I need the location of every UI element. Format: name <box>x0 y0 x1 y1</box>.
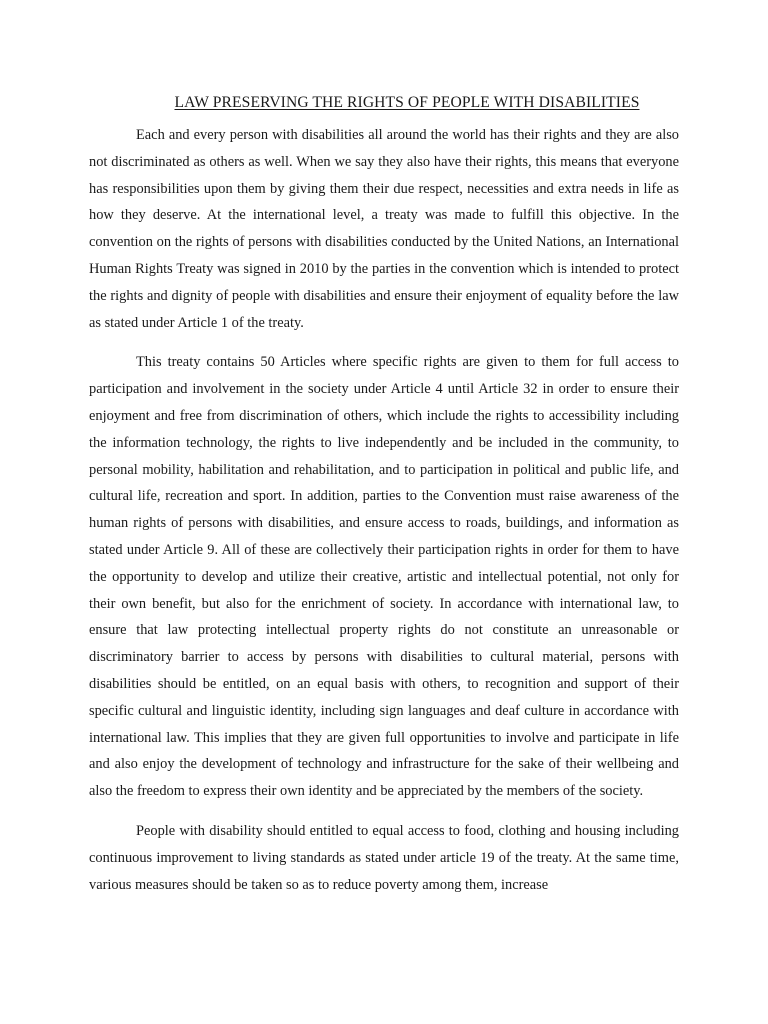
document-title: LAW PRESERVING THE RIGHTS OF PEOPLE WITH DISABILITIES <box>174 94 640 111</box>
paragraph-1: Each and every person with disabilities all around the world has their rights and they are also not discriminated as others as well. When we say they also have their rights, this means that everyone has responsibilities upon them by giving them their due respect, necessities and extra needs in life as how they deserve. At the international level, a treaty was made to fulfill this objective. In the convention on the rights of persons with disabilities conducted by the United Nations, an International Human Rights Treaty was signed in 2010 by the parties in the convention which is intended to protect the rights and dignity of people with disabilities and ensure their enjoyment of equality before the law as stated under Article 1 of the treaty. <box>89 127 679 331</box>
document-body <box>89 122 679 911</box>
paragraph-2: This treaty contains 50 Articles where specific rights are given to them for full access to participation and involvement in the society under Article 4 until Article 32 in order to ensure their enjoyment and free from discrimination of others, which include the rights to accessibility including the information technology, the rights to live independently and be included in the community, to personal mobility, habilitation and rehabilitation, and to participation in political and public life, and cultural life, recreation and sport. In addition, parties to the Convention must raise awareness of the human rights of persons with disabilities, and ensure access to roads, buildings, and information as stated under Article 9. All of these are collectively their participation rights in order for them to have the opportunity to develop and utilize their creative, artistic and intellectual potential, not only for their own benefit, but also for the enrichment of society. In accordance with international law, to ensure that law protecting intellectual property rights do not constitute an unreasonable or discriminatory barrier to access by persons with disabilities to cultural material, persons with disabilities should be entitled, on an equal basis with others, to recognition and support of their specific cultural and linguistic identity, including sign languages and deaf culture in accordance with international law. This implies that they are given full opportunities to involve and participate in life and also enjoy the development of technology and infrastructure for the sake of their wellbeing and also the freedom to express their own identity and be appreciated by the members of the society. <box>89 354 679 800</box>
paragraph-3: People with disability should entitled to equal access to food, clothing and housing including continuous improvement to living standards as stated under article 19 of the treaty. At the same time, various measures should be taken so as to reduce poverty among them, increase <box>89 822 679 893</box>
